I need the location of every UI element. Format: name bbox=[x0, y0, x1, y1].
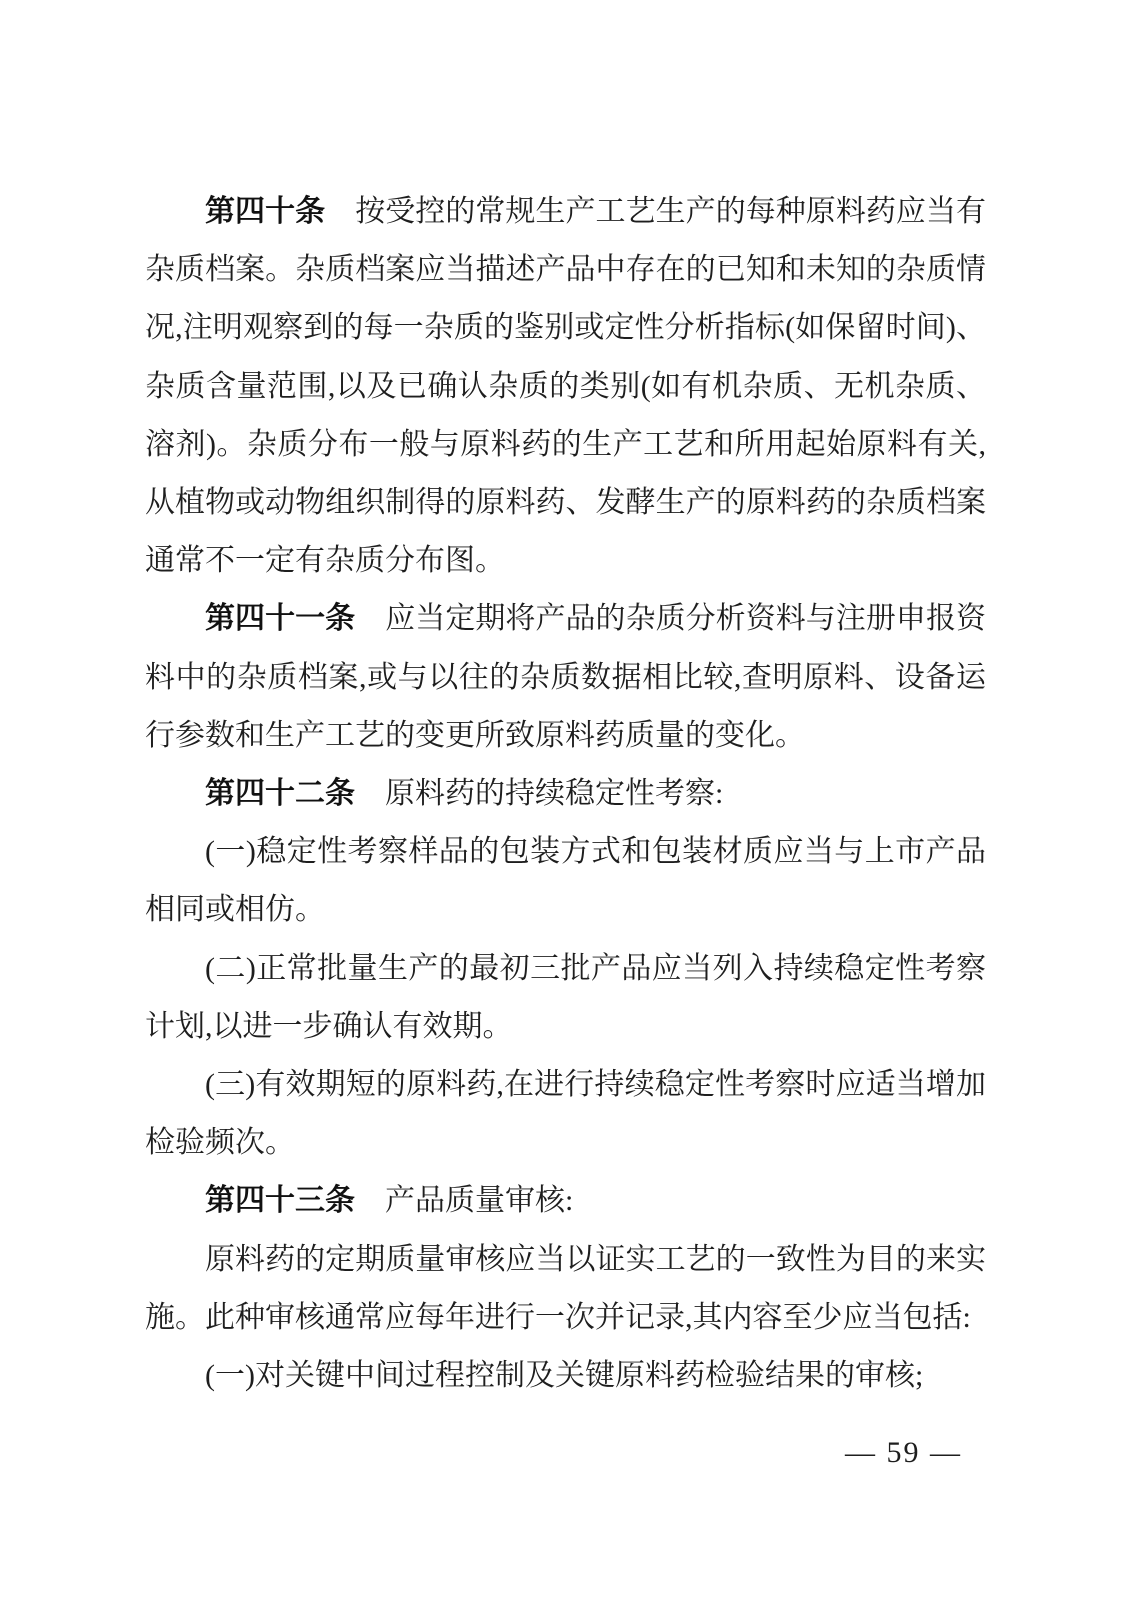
paragraph bbox=[145, 1231, 986, 1347]
article-number-heading: 第四十条 bbox=[205, 195, 326, 228]
paragraph-text: 原料药的定期质量审核应当以证实工艺的一致性为目的来实施。此种审核通常应每年进行一次并记录,其内容至少应当包括: bbox=[145, 1242, 986, 1334]
paragraph-text: (二)正常批量生产的最初三批产品应当列入持续稳定性考察计划,以进一步确认有效期。 bbox=[145, 951, 986, 1043]
article-number-heading: 第四十三条 bbox=[205, 1184, 355, 1218]
paragraph bbox=[145, 765, 986, 823]
paragraph-text: (三)有效期短的原料药,在进行持续稳定性考察时应适当增加检验频次。 bbox=[145, 1068, 986, 1160]
paragraph bbox=[145, 940, 986, 1056]
article-number-heading: 第四十二条 bbox=[205, 777, 355, 811]
paragraph bbox=[145, 1347, 986, 1405]
article-number-heading: 第四十一条 bbox=[205, 602, 356, 636]
paragraph-text: (一)稳定性考察样品的包装方式和包装材质应当与上市产品相同或相仿。 bbox=[145, 835, 986, 927]
paragraph bbox=[145, 590, 986, 765]
paragraph bbox=[145, 1172, 986, 1230]
paragraph-text: 产品质量审核: bbox=[385, 1184, 574, 1218]
page-number: — 59 — bbox=[845, 1436, 962, 1469]
paragraph bbox=[145, 1056, 986, 1172]
document-body bbox=[145, 183, 986, 1405]
paragraph-text: 应当定期将产品的杂质分析资料与注册申报资料中的杂质档案,或与以往的杂质数据相比较,查明原料、设备运行参数和生产工艺的变更所致原料药质量的变化。 bbox=[145, 602, 987, 752]
paragraph-text: 按受控的常规生产工艺生产的每种原料药应当有杂质档案。杂质档案应当描述产品中存在的已知和未知的杂质情况,注明观察到的每一杂质的鉴别或定性分析指标(如保留时间)、杂质含量范围,以及已确认杂质的类别(如有机杂质、无机杂质、溶剂)。杂质分布一般与原料药的生产工艺和所用起始原料有关,从植物或动物组织制得的原料药、发酵生产的原料药的杂质档案通常不一定有杂质分布图。 bbox=[145, 195, 987, 578]
paragraph bbox=[145, 823, 986, 939]
paragraph-text: 原料药的持续稳定性考察: bbox=[385, 777, 724, 811]
paragraph bbox=[145, 183, 986, 590]
paragraph-text: (一)对关键中间过程控制及关键原料药检验结果的审核; bbox=[205, 1359, 924, 1393]
